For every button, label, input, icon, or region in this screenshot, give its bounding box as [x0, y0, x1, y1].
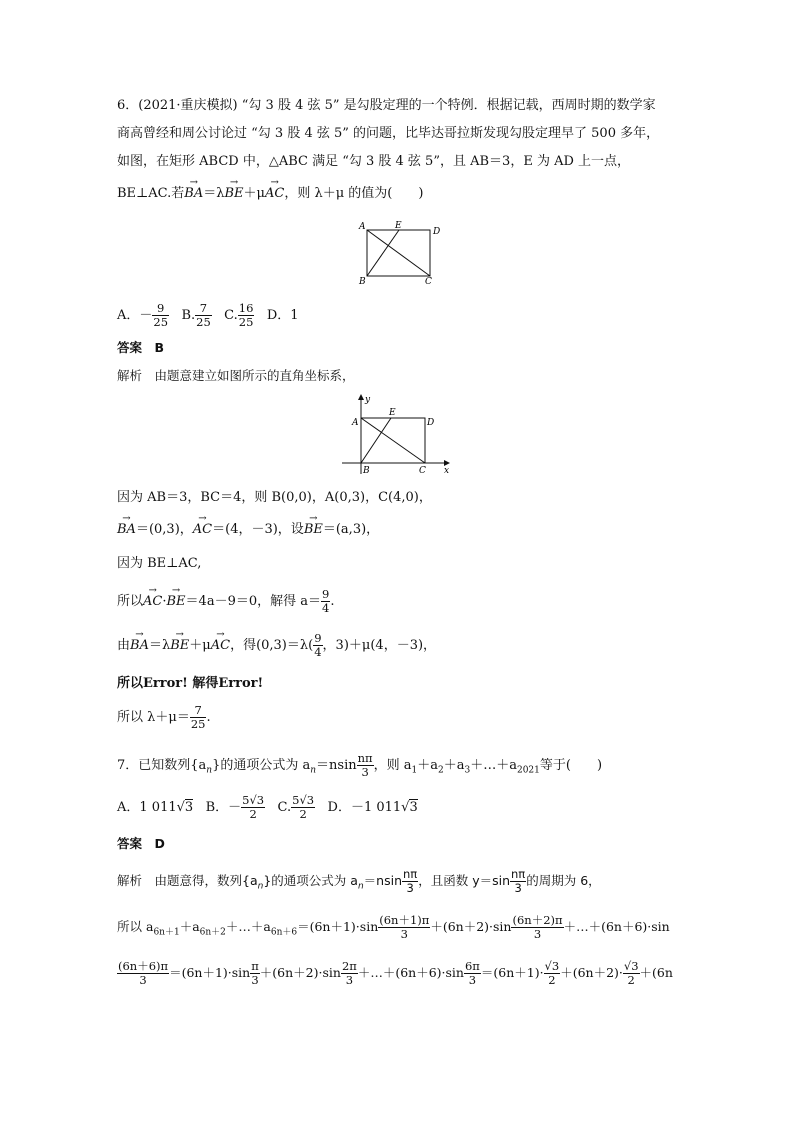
q6-line3: 如图，在矩形 ABCD 中，△ABC 满足 “勾 3 股 4 弦 5”，且 AB＝3，E 为 AD 上一点，	[117, 154, 631, 169]
fig2-label-E: E	[389, 408, 396, 418]
fig1-label-B: B	[359, 277, 366, 287]
q6-step7: 所以 λ＋μ＝ $\frac{7}{25}$ .	[117, 703, 211, 731]
q7-options: A．1 011√3 B．－ $\frac{5√3}{2}$ C. $\frac{5√3}{2}$ D．－1 011√3	[117, 793, 418, 821]
q6-step2: → BA＝(0,3)，→ AC＝(4，－3)，设→ BE＝(a,3)，	[117, 522, 379, 538]
q6-step6: 所以Error! 解得Error!	[117, 676, 264, 691]
fig2-label-D: D	[427, 418, 435, 428]
fig2-label-y: y	[365, 395, 371, 405]
q6-solution-intro: 解析 由题意建立如图所示的直角坐标系，	[117, 368, 355, 383]
q7-sol-line1: 解析 由题意得，数列$\{a_n\}$的通项公式为 $a_n=nsin$ $\frac{n\pi}{3}$ ，且函数 y＝sin $\frac{n\pi}{3}$ 的周期为 6，	[117, 867, 601, 895]
fig2-label-x: x	[444, 466, 450, 476]
coordinate-figure	[340, 392, 452, 476]
fig2-label-A: A	[352, 418, 359, 428]
q7-answer: 答案 D	[117, 836, 165, 851]
q6-line4: BE⊥AC.若→ BA＝λ→ BE＋μ→ AC，则 λ＋μ 的值为( )	[117, 186, 423, 202]
q6-options: A．－ $\frac{9}{25}$ B. $\frac{7}{25}$ C. $\frac{16}{25}$ D．1	[117, 301, 299, 329]
fig1-label-E: E	[395, 221, 402, 231]
q7-sol-line2: 所以 $a_{6n+1}+a_{6n+2}+\dots+a_{6n+6}=(6n+1)\cdot\sin$ $\frac{(6n+1)\pi}{3}$ ＋(6n＋2)·sin $\frac{(6n+2)\pi}{3}$ ＋…＋(6n＋6)·sin	[117, 913, 670, 941]
q6-step1: 因为 AB＝3，BC＝4，则 B(0,0)，A(0,3)，C(4,0)，	[117, 490, 432, 505]
q6-step4: 所以→ AC·→ BE＝4a－9＝0，解得 a＝ $\frac{9}{4}$ .	[117, 588, 334, 615]
q7-sol-line3: $\frac{(6n+6)\pi}{3}$ ＝(6n＋1)·sin $\frac{\pi}{3}$ ＋(6n＋2)·sin $\frac{2\pi}{3}$ ＋…＋(6n＋6)·sin $\frac{6\pi}{3}$ ＝(6n＋1)· $\frac{√3}{2}$ ＋(6n＋2)· $\frac{√3}{2}$ ＋(6n	[118, 959, 673, 987]
fig1-label-A: A	[359, 222, 366, 232]
q6-step3: 因为 BE⊥AC,	[117, 556, 202, 571]
fig1-label-C: C	[425, 277, 432, 287]
rectangle-figure	[355, 218, 445, 288]
q6-line2: 商高曾经和周公讨论过 “勾 3 股 4 弦 5” 的问题，比毕达哥拉斯发现勾股定理早了 500 多年，	[117, 126, 660, 141]
fig2-label-C: C	[419, 466, 426, 476]
fig1-label-D: D	[433, 227, 441, 237]
fig2-label-B: B	[363, 466, 370, 476]
q6-line1: 6．(2021·重庆模拟) “勾 3 股 4 弦 5” 是勾股定理的一个特例．根据记载，西周时期的数学家	[117, 98, 656, 113]
q7-line1: 7．已知数列$\{a_n\}$的通项公式为 $a_n=nsin$ $\frac{n\pi}{3}$ ，则 $a_1+a_2+a_3+\dots+a_{2021}$等于( )	[117, 751, 603, 779]
q6-answer: 答案 B	[117, 340, 165, 355]
q6-step5: 由→ BA＝λ→ BE＋μ→ AC，得(0,3)＝λ( $\frac{9}{4}$ ，3)＋μ(4，－3)，	[117, 632, 436, 659]
